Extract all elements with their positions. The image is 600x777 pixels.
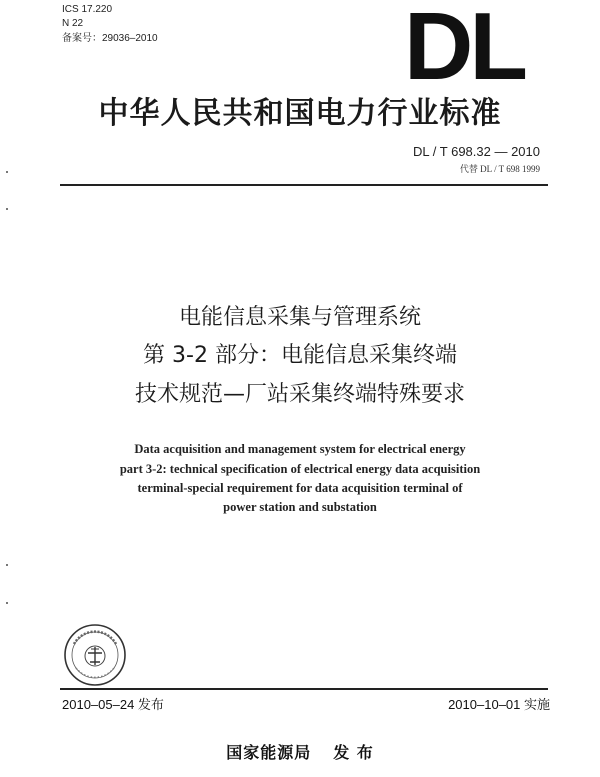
bottom-divider	[60, 688, 548, 690]
title-en-line-2: part 3-2: technical specification of electrical energy data acquisition	[119, 462, 481, 476]
publisher-name: 国家能源局	[226, 743, 312, 762]
issue-date: 2010–05–24 发布	[62, 697, 164, 712]
official-seal-icon	[62, 622, 128, 688]
title-en-line-4: power station and substation	[223, 500, 377, 514]
title-zh-line-1: 电能信息采集与管理系统	[178, 305, 421, 330]
publisher-line	[0, 740, 600, 763]
scan-speck	[6, 564, 8, 566]
replaces-standard: 代替 DL / T 698 1999	[459, 164, 540, 174]
title-en-line-1: Data acquisition and management system for electrical energy	[134, 442, 466, 456]
title-zh-line-3: 技术规范—厂站采集终端特殊要求	[134, 382, 465, 407]
ics-code: ICS 17.220	[62, 4, 113, 15]
title-en-line-3: terminal-special requirement for data acquisition terminal of	[137, 481, 463, 495]
dl-logo: DL	[404, 0, 524, 100]
implementation-date: 2010–10–01 实施	[448, 697, 550, 712]
title-zh-line-2: 第 3-2 部分：电能信息采集终端	[143, 343, 457, 368]
scan-speck	[6, 171, 8, 173]
scan-speck	[6, 208, 8, 210]
scan-speck	[6, 602, 8, 604]
publish-label: 发 布	[333, 743, 374, 762]
registration-number: 备案号：29036–2010	[62, 33, 158, 44]
standard-category-title: 中华人民共和国电力行业标准	[98, 96, 502, 131]
standard-number: DL / T 698.32 — 2010	[413, 144, 540, 159]
ccs-code: N 22	[62, 18, 84, 29]
top-divider	[60, 184, 548, 186]
